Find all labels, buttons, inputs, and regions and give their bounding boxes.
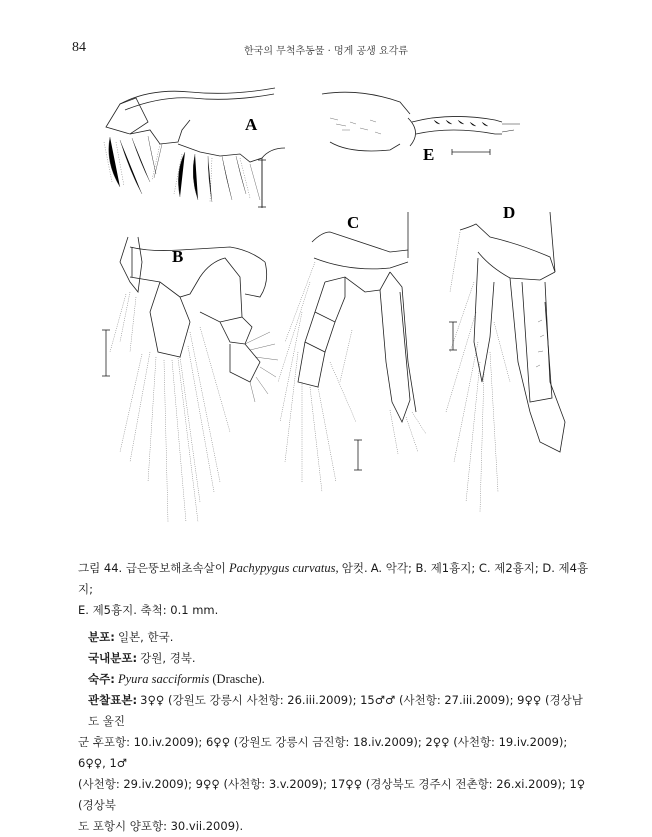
panel-e-drawing	[322, 92, 520, 155]
caption-species: Pachypygus curvatus,	[228, 561, 339, 575]
distribution-value: 일본, 한국.	[117, 630, 174, 644]
scale-bar-a	[258, 160, 266, 207]
copepod-illustration	[90, 82, 600, 537]
panel-d-drawing	[446, 212, 565, 512]
host-species: Pyura sacciformis	[117, 672, 210, 686]
scale-bar-c	[354, 440, 362, 470]
caption-parts-line1: A. 악각; B. 제1흉지; C. 제2흉지; D. 제4흉지;	[78, 561, 589, 596]
figure-caption	[78, 558, 598, 621]
panel-a-drawing	[104, 88, 285, 208]
material-line-4: 도 포항시 양포항: 30.vii.2009).	[78, 819, 244, 833]
distribution-label: 분포	[88, 630, 111, 644]
panel-label-d: D	[503, 203, 516, 222]
caption-sex: 암컷.	[341, 561, 368, 575]
panel-label-a: A	[245, 115, 258, 134]
material-line-1: 3♀♀ (강원도 강릉시 사천항: 26.iii.2009); 15♂♂ (사천항: 27.iii.2009); 9♀♀ (경상남도 울진	[88, 693, 583, 728]
panel-c-drawing	[278, 212, 426, 492]
species-description	[78, 627, 588, 837]
host: 숙주: Pyura sacciformis (Drasche).	[88, 672, 265, 686]
page-number: 84	[72, 40, 86, 55]
distribution: 분포: 일본, 한국.	[88, 630, 174, 644]
material-line-3: (사천항: 29.iv.2009); 9♀♀ (사천항: 3.v.2009); 17♀♀ (경상북도 경주시 전촌항: 26.xi.2009); 1♀ (경상북	[78, 777, 586, 812]
caption-prefix: 그림 44. 급은뚱보해초속살이	[78, 561, 226, 575]
figure-44	[90, 82, 600, 537]
host-authority: (Drasche).	[212, 672, 265, 686]
scale-bar-d	[449, 322, 457, 350]
material-examined-label: 관찰표본	[88, 693, 133, 707]
domestic-distribution: 국내분포: 강원, 경북.	[88, 651, 196, 665]
panel-label-b: B	[172, 247, 184, 266]
panel-label-e: E	[423, 145, 435, 164]
material-line-2: 군 후포항: 10.iv.2009); 6♀♀ (강원도 강릉시 금진항: 18.iv.2009); 2♀♀ (사천항: 19.iv.2009); 6♀♀, 1♂	[78, 735, 568, 770]
running-title: 한국의 무척추동물 · 멍게 공생 요각류	[244, 46, 408, 57]
host-label: 숙주	[88, 672, 111, 686]
scale-bar-e	[452, 149, 490, 155]
domestic-distribution-value: 강원, 경북.	[140, 651, 196, 665]
scale-bar-b	[102, 330, 110, 376]
caption-parts-line2: E. 제5흉지. 축척: 0.1 mm.	[78, 603, 219, 617]
domestic-distribution-label: 국내분포	[88, 651, 133, 665]
panel-label-c: C	[347, 213, 360, 232]
panel-b-drawing	[102, 237, 278, 522]
material-examined: 관찰표본: 3♀♀ (강원도 강릉시 사천항: 26.iii.2009); 15♂♂ (사천항: 27.iii.2009); 9♀♀ (경상남도 울진	[88, 693, 583, 728]
